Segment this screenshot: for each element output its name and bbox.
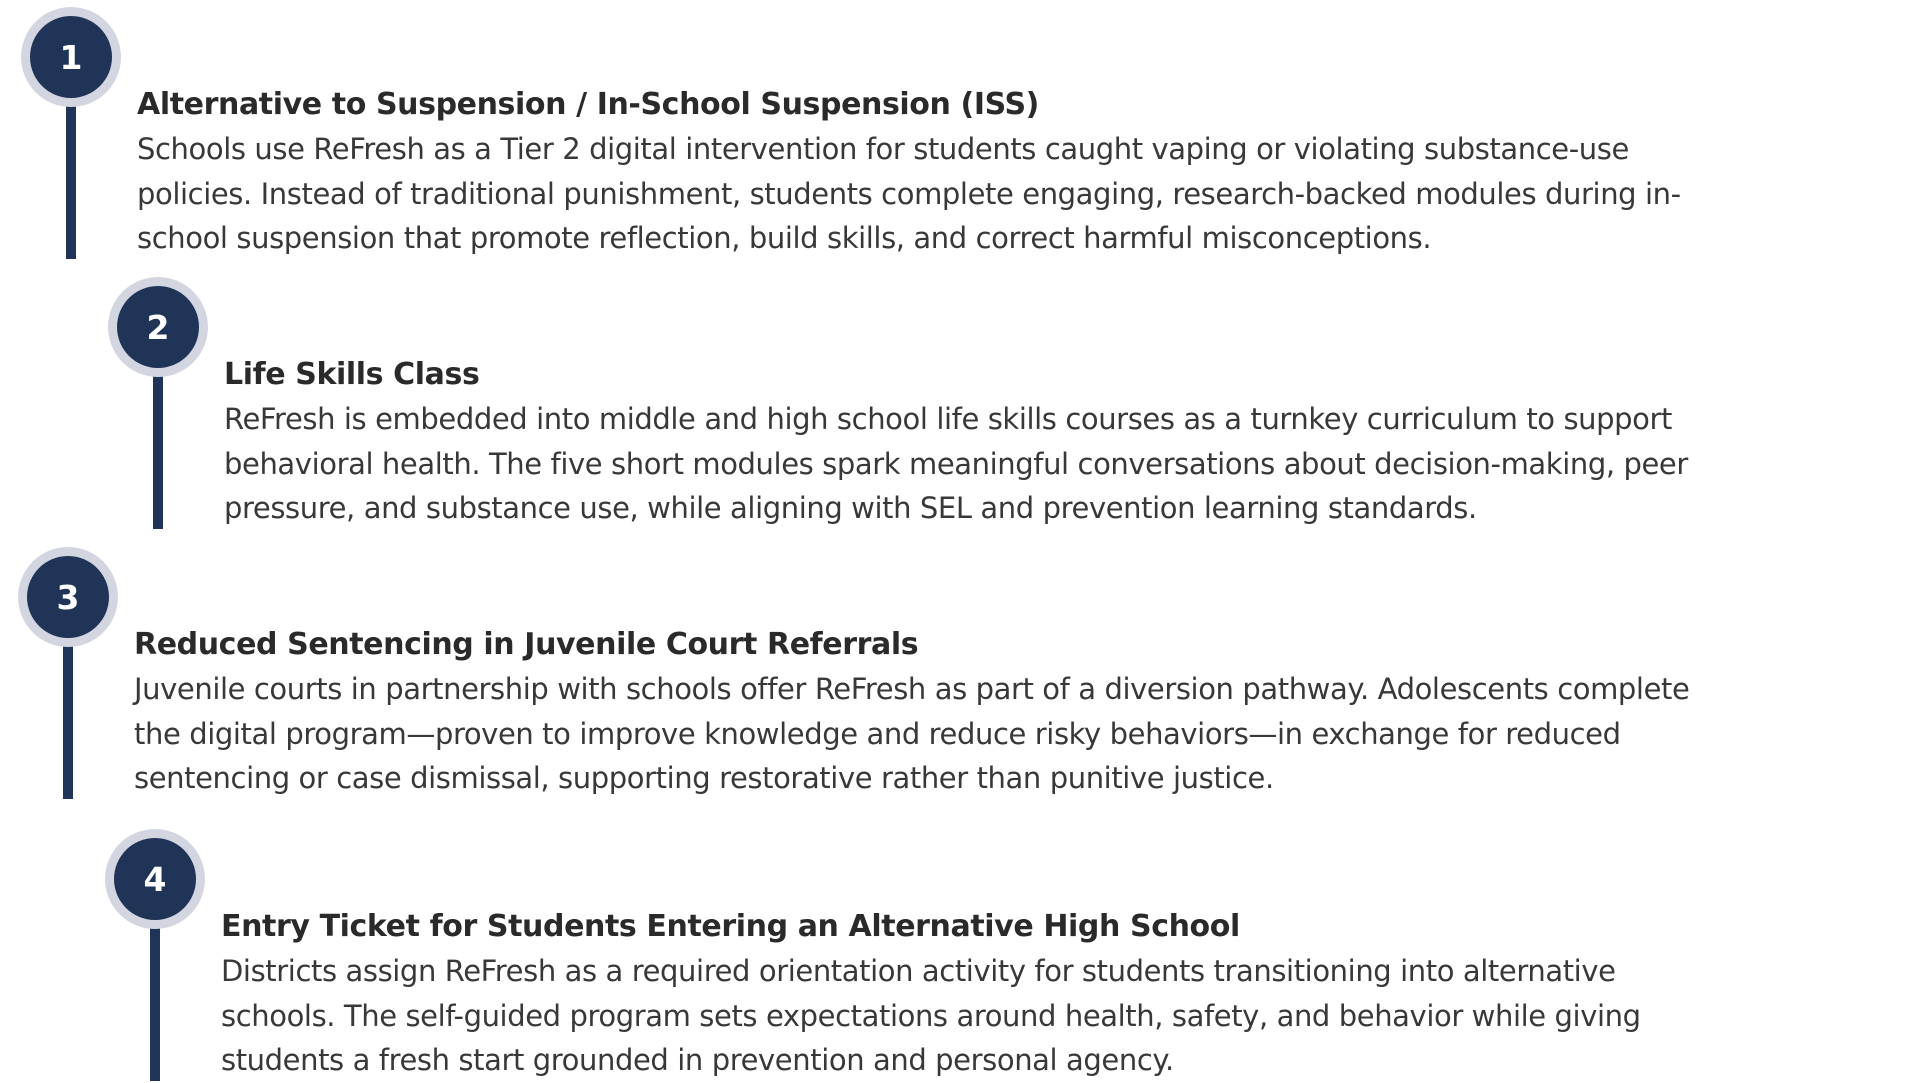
timeline-marker: [105, 829, 205, 1081]
use-case-description: Districts assign ReFresh as a required orientation activity for students transitioning into alternative schools. The self-guided program sets expectations around health, safety, and behavior while giving students a fresh start grounded in prevention and personal agency.: [221, 954, 1641, 1077]
number-badge: 3: [27, 556, 109, 638]
use-case-description: Schools use ReFresh as a Tier 2 digital intervention for students caught vaping or violating substance-use policies. Instead of traditional punishment, students complete engaging, research-backed modules during in- school suspension that promote reflection, build skills, and correct harmful misconceptions.: [137, 132, 1681, 255]
timeline-stem: [63, 632, 73, 799]
timeline-marker: [18, 547, 118, 799]
timeline-stem: [150, 914, 160, 1081]
number-badge: 2: [117, 286, 199, 368]
timeline-marker: [21, 7, 121, 259]
use-case-description: Juvenile courts in partnership with schools offer ReFresh as part of a diversion pathway. Adolescents complete the digital program—proven to improve knowledge and reduce risky behaviors—in exchange for reduced sentencing or case dismissal, supporting restorative rather than punitive justice.: [134, 672, 1690, 795]
use-case-title: Life Skills Class: [224, 357, 480, 392]
use-case-description: ReFresh is embedded into middle and high school life skills courses as a turnkey curriculum to support behavioral health. The five short modules spark meaningful conversations about decision-making, peer pressure, and substance use, while aligning with SEL and prevention learning standards.: [224, 402, 1688, 525]
use-case-title: Reduced Sentencing in Juvenile Court Referrals: [134, 627, 919, 662]
timeline-marker: [108, 277, 208, 529]
number-badge: 1: [30, 16, 112, 98]
use-case-title: Entry Ticket for Students Entering an Alternative High School: [221, 909, 1240, 944]
use-case-title: Alternative to Suspension / In-School Suspension (ISS): [137, 87, 1039, 122]
timeline-stem: [66, 92, 76, 259]
number-badge: 4: [114, 838, 196, 920]
timeline-stem: [153, 362, 163, 529]
